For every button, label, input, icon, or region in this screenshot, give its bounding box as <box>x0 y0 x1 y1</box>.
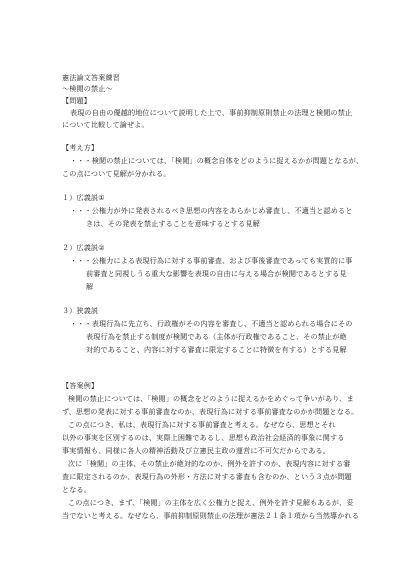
doc-title: 憲法論文答案練習 <box>62 73 120 82</box>
thinking-intro-line: この点について見解が分かれる。 <box>62 169 171 178</box>
thinking-heading: 【考え方】 <box>62 143 99 152</box>
view-line: 表現行為を禁止する制度が検閲である（主体が行政権であること、その禁止が絶 <box>86 332 347 341</box>
view-line: 対的であること、内容に対する審査に限定することに特徴を有する）とする見解 <box>86 345 347 354</box>
view-label: ３）狭義説 <box>62 306 99 315</box>
answer-line: となる。 <box>62 485 91 494</box>
doc-subtitle: 〜検閲の禁止〜 <box>62 84 113 93</box>
question-heading: 【問題】 <box>62 96 91 105</box>
answer-line: 当でないと考える。なぜなら、事前抑制原則禁止の法理が憲法２１条１項から当然導かれる <box>62 511 359 520</box>
answer-line: 以外の事実を区別するのは、実際上困難であるし、思想も政治社会経済的事象に関する <box>62 433 345 442</box>
question-line: 表現の自由の優越的地位について説明した上で、事前抑制原則禁止の法理と検閲の禁止 <box>70 108 353 117</box>
answer-line: 検閲の禁止については、「検閲」の概念をどのように捉えるかをめぐって争いがあり、ま <box>68 394 354 403</box>
answer-line: 次に「検閲」の主体、その禁止が絶対的なのか、例外を許すのか、表現内容に対する審 <box>68 459 351 468</box>
view-line: ・・・表現行為に先立ち、行政権がその内容を審査し、不適当と認められる場合にその <box>70 319 353 328</box>
view-line: ・・・公権力が外に発表されるべき思想の内容をあらかじめ審査し、不適当と認めると <box>70 206 353 215</box>
thinking-intro-line: ・・・検閲の禁止については、「検閲」の概念自体をどのように捉えるかが問題となるが、 <box>70 156 364 165</box>
question-line: について比較して論ぜよ。 <box>62 120 149 129</box>
view-line: きは、その発表を禁止することを意味するとする見解 <box>86 219 260 228</box>
view-line: ・・・公権力による表現行為に対する事前審査、および事後審査であっても実質的に事 <box>70 256 353 265</box>
answer-line: ず、思想の発表に対する事前審査なのか、表現行為に対する事前審査なのかが問題となる。 <box>62 407 359 416</box>
view-line: 前審査と同視しうる重大な影響を表現の自由に与える場合が検閲であるとする見 <box>86 269 347 278</box>
answer-line: 事実情報も、同様に各人の精神活動及び立憲民主政の運営に不可欠だからである。 <box>62 446 330 455</box>
answer-heading: 【答案例】 <box>62 381 99 390</box>
view-line: 解 <box>86 282 94 291</box>
view-label: １）広義説① <box>62 193 105 202</box>
answer-line: この点につき、まず、「検閲」の主体を広く公権力と捉え、例外を許す見解もあるが、妥 <box>68 498 354 507</box>
answer-line: この点につき、私は、表現行為に対する事前審査と考える。なぜなら、思想とそれ <box>68 420 336 429</box>
view-label: ２）広義説② <box>62 243 105 252</box>
answer-line: 査に限定されるのか、表現行為の外形・方法に対する審査も含むのか、という３点が問題 <box>62 472 352 481</box>
